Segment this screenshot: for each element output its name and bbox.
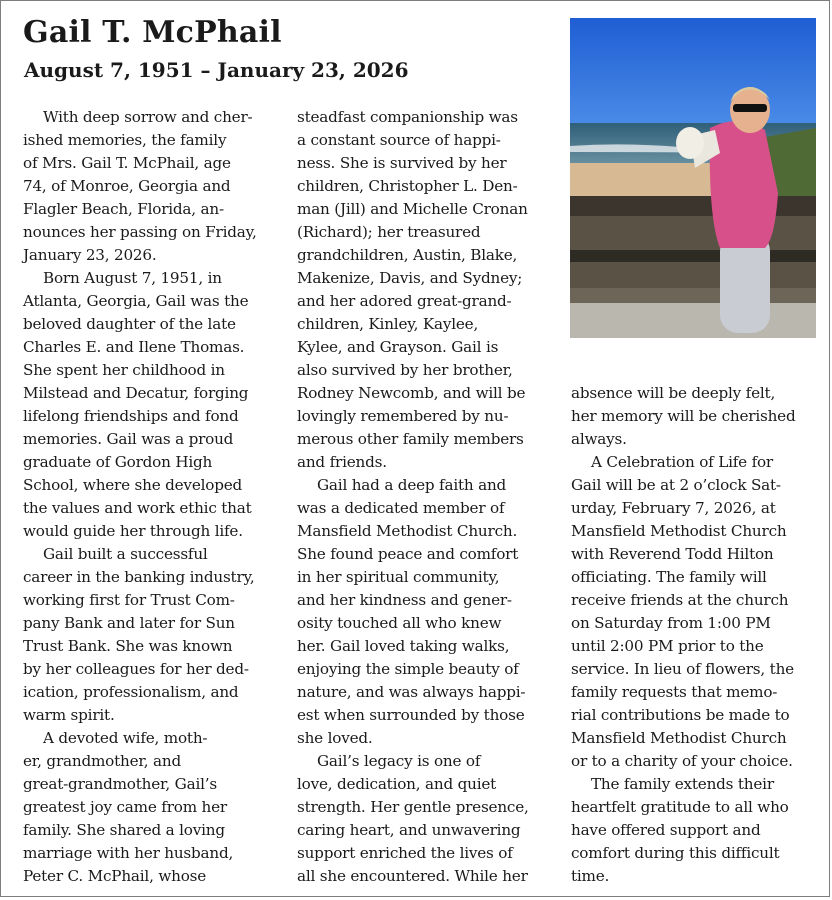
text-line: January 23, 2026. xyxy=(23,246,157,264)
text-line: great-grandmother, Gail’s xyxy=(23,775,217,793)
text-line: steadfast companionship was xyxy=(297,108,518,126)
text-line: She spent her childhood in xyxy=(23,361,225,379)
paragraph xyxy=(571,773,821,888)
text-line: (Richard); her treasured xyxy=(297,223,481,241)
text-line: Flagler Beach, Florida, an- xyxy=(23,200,224,218)
text-line: Mansfield Methodist Church xyxy=(571,522,787,540)
column-1 xyxy=(23,106,278,888)
text-line: man (Jill) and Michelle Cronan xyxy=(297,200,528,218)
text-line: 74, of Monroe, Georgia and xyxy=(23,177,231,195)
paragraph xyxy=(571,451,821,773)
text-line: merous other family members xyxy=(297,430,524,448)
paragraph xyxy=(23,106,278,267)
text-line: family. She shared a loving xyxy=(23,821,225,839)
text-line: memories. Gail was a proud xyxy=(23,430,234,448)
text-line: Peter C. McPhail, whose xyxy=(23,867,207,885)
paragraph xyxy=(571,382,821,451)
portrait-photo xyxy=(570,18,816,338)
person-at-beach-photo-icon xyxy=(570,18,816,338)
text-line: her memory will be cherished xyxy=(571,407,796,425)
text-line: and friends. xyxy=(297,453,387,471)
column-3 xyxy=(571,382,821,888)
text-line: A devoted wife, moth- xyxy=(43,729,208,747)
text-line: comfort during this difficult xyxy=(571,844,780,862)
text-line: of Mrs. Gail T. McPhail, age xyxy=(23,154,231,172)
text-line: strength. Her gentle presence, xyxy=(297,798,529,816)
paragraph xyxy=(23,543,278,727)
paragraph xyxy=(297,750,552,888)
text-line: Milstead and Decatur, forging xyxy=(23,384,249,402)
text-line: er, grandmother, and xyxy=(23,752,181,770)
text-line: Gail’s legacy is one of xyxy=(317,752,481,770)
deceased-name: Gail T. McPhail xyxy=(23,15,282,50)
text-line: children, Christopher L. Den- xyxy=(297,177,518,195)
column-2 xyxy=(297,106,552,888)
text-line: family requests that memo- xyxy=(571,683,778,701)
text-line: receive friends at the church xyxy=(571,591,789,609)
text-line: also survived by her brother, xyxy=(297,361,513,379)
text-line: Kylee, and Grayson. Gail is xyxy=(297,338,499,356)
text-line: Trust Bank. She was known xyxy=(23,637,233,655)
text-line: a constant source of happi- xyxy=(297,131,501,149)
text-line: warm spirit. xyxy=(23,706,115,724)
paragraph xyxy=(297,106,552,474)
text-line: enjoying the simple beauty of xyxy=(297,660,519,678)
text-line: grandchildren, Austin, Blake, xyxy=(297,246,518,264)
text-line: love, dedication, and quiet xyxy=(297,775,497,793)
text-line: all she encountered. While her xyxy=(297,867,528,885)
text-line: School, where she developed xyxy=(23,476,243,494)
text-line: lifelong friendships and fond xyxy=(23,407,239,425)
text-line: service. In lieu of flowers, the xyxy=(571,660,794,678)
life-dates: August 7, 1951 – January 23, 2026 xyxy=(24,58,409,82)
paragraph xyxy=(23,727,278,888)
text-line: her. Gail loved taking walks, xyxy=(297,637,510,655)
text-line: absence will be deeply felt, xyxy=(571,384,776,402)
text-line: Gail built a successful xyxy=(43,545,208,563)
text-line: Born August 7, 1951, in xyxy=(43,269,222,287)
text-line: caring heart, and unwavering xyxy=(297,821,521,839)
text-line: Rodney Newcomb, and will be xyxy=(297,384,526,402)
text-line: she loved. xyxy=(297,729,373,747)
text-line: or to a charity of your choice. xyxy=(571,752,793,770)
text-line: with Reverend Todd Hilton xyxy=(571,545,774,563)
text-line: in her spiritual community, xyxy=(297,568,500,586)
text-line: Gail had a deep faith and xyxy=(317,476,507,494)
text-line: rial contributions be made to xyxy=(571,706,790,724)
text-line: marriage with her husband, xyxy=(23,844,234,862)
text-line: children, Kinley, Kaylee, xyxy=(297,315,479,333)
text-line: Makenize, Davis, and Sydney; xyxy=(297,269,523,287)
paragraph xyxy=(297,474,552,750)
text-line: working first for Trust Com- xyxy=(23,591,235,609)
text-line: graduate of Gordon High xyxy=(23,453,213,471)
text-line: She found peace and comfort xyxy=(297,545,519,563)
text-line: With deep sorrow and cher- xyxy=(43,108,253,126)
text-line: the values and work ethic that xyxy=(23,499,252,517)
text-line: would guide her through life. xyxy=(23,522,243,540)
text-line: Charles E. and Ilene Thomas. xyxy=(23,338,245,356)
paragraph xyxy=(23,267,278,543)
text-line: until 2:00 PM prior to the xyxy=(571,637,764,655)
text-line: Mansfield Methodist Church xyxy=(571,729,787,747)
text-line: nature, and was always happi- xyxy=(297,683,526,701)
text-line: heartfelt gratitude to all who xyxy=(571,798,789,816)
text-line: ished memories, the family xyxy=(23,131,227,149)
text-line: est when surrounded by those xyxy=(297,706,525,724)
text-line: lovingly remembered by nu- xyxy=(297,407,509,425)
text-line: ness. She is survived by her xyxy=(297,154,507,172)
text-line: Gail will be at 2 o’clock Sat- xyxy=(571,476,781,494)
text-line: A Celebration of Life for xyxy=(591,453,773,471)
text-line: urday, February 7, 2026, at xyxy=(571,499,776,517)
text-line: osity touched all who knew xyxy=(297,614,502,632)
text-line: beloved daughter of the late xyxy=(23,315,236,333)
text-line: ication, professionalism, and xyxy=(23,683,239,701)
text-line: nounces her passing on Friday, xyxy=(23,223,257,241)
text-line: greatest joy came from her xyxy=(23,798,227,816)
text-line: support enriched the lives of xyxy=(297,844,513,862)
text-line: career in the banking industry, xyxy=(23,568,255,586)
text-line: The family extends their xyxy=(591,775,774,793)
text-line: have offered support and xyxy=(571,821,761,839)
text-line: officiating. The family will xyxy=(571,568,767,586)
text-line: pany Bank and later for Sun xyxy=(23,614,235,632)
text-line: by her colleagues for her ded- xyxy=(23,660,249,678)
text-line: and her kindness and gener- xyxy=(297,591,512,609)
text-line: Mansfield Methodist Church. xyxy=(297,522,518,540)
text-line: always. xyxy=(571,430,627,448)
text-line: Atlanta, Georgia, Gail was the xyxy=(23,292,249,310)
text-line: and her adored great-grand- xyxy=(297,292,512,310)
text-line: on Saturday from 1:00 PM xyxy=(571,614,771,632)
text-line: time. xyxy=(571,867,610,885)
text-line: was a dedicated member of xyxy=(297,499,505,517)
